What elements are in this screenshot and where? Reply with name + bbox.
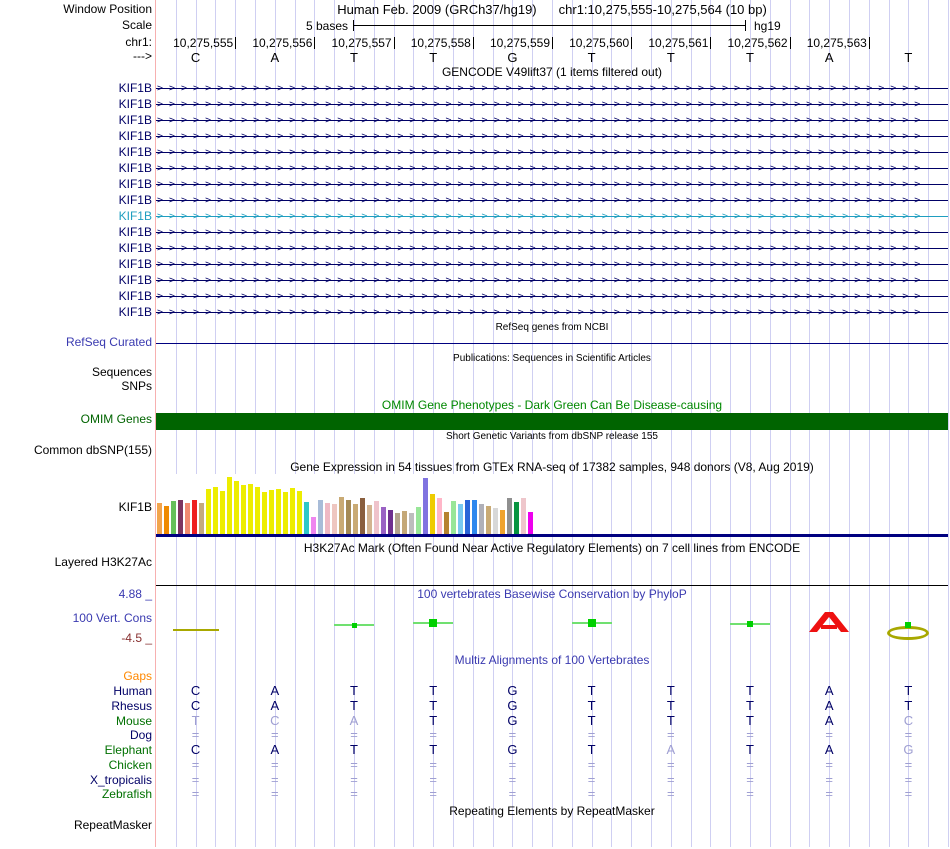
multiz-base: G: [507, 742, 518, 757]
conservation-track-title: 100 vertebrates Basewise Conservation by PhyloP: [417, 587, 687, 601]
reference-base: T: [746, 50, 754, 65]
coordinate-label: 10,275,560: [569, 36, 630, 50]
scale-bar-right-tick: [745, 20, 746, 31]
multiz-base: =: [191, 771, 200, 787]
window-position-label: Window Position: [63, 2, 152, 16]
multiz-base: T: [429, 697, 438, 713]
multiz-base: =: [825, 771, 833, 787]
gtex-bar[interactable]: [199, 503, 204, 534]
gene-row-label[interactable]: KIF1B: [118, 257, 152, 271]
gtex-bar[interactable]: [255, 487, 260, 534]
conservation-axis-min: -4.5 _: [121, 631, 152, 645]
multiz-species-label[interactable]: X_tropicalis: [89, 772, 152, 787]
gtex-bar[interactable]: [234, 481, 239, 534]
gtex-bar[interactable]: [486, 506, 491, 534]
gene-row-arrows[interactable]: >>>>>>>>>>>>>>>>>>>>>>>>>>>>>>>>>>>>>>>>>>>>>>>>>>>>>>>>>>>>>>>>: [157, 243, 927, 254]
multiz-base: T: [587, 712, 596, 728]
multiz-base: A: [666, 742, 676, 757]
gtex-bar[interactable]: [381, 507, 386, 534]
gtex-bar[interactable]: [437, 498, 442, 534]
position-range-title: chr1:10,275,555-10,275,564 (10 bp): [558, 2, 767, 17]
conservation-letter-a: [809, 612, 849, 632]
window-position-title: [156, 3, 948, 16]
multiz-base: C: [190, 697, 201, 713]
gtex-bar[interactable]: [185, 503, 190, 534]
gtex-bar[interactable]: [346, 500, 351, 534]
multiz-base: =: [429, 756, 437, 772]
gtex-bar[interactable]: [164, 506, 169, 534]
multiz-species-label[interactable]: Rhesus: [111, 698, 152, 713]
reference-base: A: [824, 50, 834, 65]
gtex-bar[interactable]: [269, 490, 274, 534]
scale-bar-line: [353, 25, 746, 26]
gtex-bar[interactable]: [241, 485, 246, 534]
multiz-base: =: [271, 756, 279, 772]
gene-row-label[interactable]: KIF1B: [118, 113, 152, 127]
multiz-base: =: [271, 771, 279, 787]
multiz-base: T: [746, 712, 754, 728]
gtex-bar[interactable]: [318, 500, 323, 534]
omim-genes-label[interactable]: OMIM Genes: [80, 412, 152, 426]
gtex-bar[interactable]: [500, 510, 505, 534]
gtex-bar[interactable]: [472, 500, 477, 534]
refseq-gene-line[interactable]: [156, 343, 948, 344]
gtex-bar[interactable]: [178, 500, 183, 534]
multiz-base: T: [350, 742, 358, 757]
gtex-bar[interactable]: [395, 513, 400, 534]
gtex-bar[interactable]: [507, 498, 512, 534]
multiz-species-label[interactable]: Zebrafish: [101, 787, 152, 802]
gene-row-arrows[interactable]: >>>>>>>>>>>>>>>>>>>>>>>>>>>>>>>>>>>>>>>>>>>>>>>>>>>>>>>>>>>>>>>>: [157, 275, 927, 286]
multiz-base: T: [904, 683, 913, 698]
multiz-base: =: [587, 771, 596, 787]
coordinate-label: 10,275,561: [648, 36, 709, 50]
gridline: [948, 0, 949, 847]
multiz-track-title: Multiz Alignments of 100 Vertebrates: [454, 653, 650, 667]
conservation-glyph-square: [905, 622, 911, 628]
scale-bar-left-tick: [353, 20, 354, 31]
multiz-base: =: [746, 771, 754, 787]
gene-row-label[interactable]: KIF1B: [118, 129, 152, 143]
multiz-base: T: [746, 742, 754, 757]
gene-row-label[interactable]: KIF1B: [118, 273, 152, 287]
gtex-bar[interactable]: [409, 513, 414, 534]
gene-row-arrows[interactable]: >>>>>>>>>>>>>>>>>>>>>>>>>>>>>>>>>>>>>>>>>>>>>>>>>>>>>>>>>>>>>>>>: [157, 131, 927, 142]
gene-row-arrows[interactable]: >>>>>>>>>>>>>>>>>>>>>>>>>>>>>>>>>>>>>>>>>>>>>>>>>>>>>>>>>>>>>>>>: [157, 227, 927, 238]
multiz-base: =: [825, 756, 833, 772]
gtex-bar[interactable]: [521, 498, 526, 534]
reference-base: A: [270, 50, 280, 65]
gtex-bar[interactable]: [220, 491, 225, 534]
gene-row-arrows[interactable]: >>>>>>>>>>>>>>>>>>>>>>>>>>>>>>>>>>>>>>>>>>>>>>>>>>>>>>>>>>>>>>>>: [157, 259, 927, 270]
genome-build-label: hg19: [754, 19, 781, 33]
gene-row-arrows[interactable]: >>>>>>>>>>>>>>>>>>>>>>>>>>>>>>>>>>>>>>>>>>>>>>>>>>>>>>>>>>>>>>>>: [157, 163, 927, 174]
multiz-base: G: [903, 742, 914, 757]
gene-row-arrows[interactable]: >>>>>>>>>>>>>>>>>>>>>>>>>>>>>>>>>>>>>>>>>>>>>>>>>>>>>>>>>>>>>>>>: [157, 115, 927, 126]
gtex-bar[interactable]: [171, 501, 176, 534]
gene-row-label[interactable]: KIF1B: [118, 305, 152, 319]
multiz-base: T: [746, 683, 754, 698]
gene-row-label[interactable]: KIF1B: [118, 225, 152, 239]
multiz-base: C: [903, 712, 914, 728]
gtex-baseline: [156, 534, 948, 537]
gtex-bar[interactable]: [276, 489, 281, 534]
gtex-bar[interactable]: [213, 487, 218, 534]
reference-base: C: [190, 50, 201, 65]
gtex-bar[interactable]: [458, 504, 463, 534]
multiz-base: A: [270, 683, 280, 698]
gtex-bar[interactable]: [304, 502, 309, 534]
gene-row-arrows[interactable]: >>>>>>>>>>>>>>>>>>>>>>>>>>>>>>>>>>>>>>>>>>>>>>>>>>>>>>>>>>>>>>>>: [157, 195, 927, 206]
conservation-label[interactable]: 100 Vert. Cons: [72, 611, 152, 625]
multiz-base: T: [666, 683, 675, 698]
multiz-base: =: [904, 727, 913, 743]
multiz-species-label[interactable]: Mouse: [115, 713, 152, 728]
multiz-base: A: [824, 712, 834, 728]
multiz-base: =: [904, 756, 913, 772]
gtex-bar[interactable]: [192, 500, 197, 534]
multiz-base: G: [507, 683, 518, 698]
multiz-base: =: [350, 756, 358, 772]
gtex-bar[interactable]: [248, 484, 253, 534]
multiz-species-label[interactable]: Human: [113, 684, 152, 698]
gtex-bar[interactable]: [353, 504, 358, 534]
multiz-base: =: [271, 727, 279, 743]
reference-base: G: [507, 50, 518, 65]
snps-label[interactable]: SNPs: [121, 379, 152, 393]
multiz-base: T: [191, 712, 200, 728]
repeatmasker-track-title: Repeating Elements by RepeatMasker: [449, 804, 655, 818]
multiz-base: =: [667, 786, 675, 802]
reference-base: T: [904, 50, 913, 65]
gtex-bar[interactable]: [290, 488, 295, 534]
gtex-bar[interactable]: [465, 500, 470, 534]
gtex-bar[interactable]: [402, 511, 407, 534]
multiz-base: =: [429, 786, 437, 802]
multiz-base: A: [349, 712, 359, 728]
gtex-bar[interactable]: [206, 489, 211, 534]
multiz-base: =: [350, 786, 358, 802]
gene-row-label[interactable]: KIF1B: [118, 161, 152, 175]
dbsnp-track-title: Short Genetic Variants from dbSNP release 155: [446, 431, 658, 442]
conservation-glyph: [173, 629, 219, 631]
multiz-base: =: [429, 771, 437, 787]
multiz-base: =: [191, 727, 200, 743]
gtex-bar[interactable]: [451, 501, 456, 534]
gene-row-label[interactable]: KIF1B: [118, 193, 152, 207]
multiz-base: A: [824, 697, 834, 713]
gene-row-arrows[interactable]: >>>>>>>>>>>>>>>>>>>>>>>>>>>>>>>>>>>>>>>>>>>>>>>>>>>>>>>>>>>>>>>>: [157, 307, 927, 318]
multiz-base: T: [666, 712, 675, 728]
strand-direction-label: --->: [133, 49, 152, 63]
reference-base: T: [429, 50, 438, 65]
conservation-ellipse: [887, 626, 929, 640]
multiz-base: =: [191, 756, 200, 772]
gtex-bar[interactable]: [423, 478, 428, 534]
multiz-base: A: [270, 742, 280, 757]
multiz-base: G: [507, 712, 518, 728]
multiz-base: T: [666, 697, 675, 713]
multiz-base: =: [904, 786, 913, 802]
multiz-base: =: [508, 771, 517, 787]
gene-row-arrows[interactable]: >>>>>>>>>>>>>>>>>>>>>>>>>>>>>>>>>>>>>>>>>>>>>>>>>>>>>>>>>>>>>>>>: [157, 179, 927, 190]
coordinate-label: 10,275,558: [410, 36, 471, 50]
conservation-axis-max: 4.88 _: [118, 587, 152, 601]
multiz-base: =: [508, 727, 517, 743]
scale-bar-label: 5 bases: [305, 19, 348, 33]
gene-row-label[interactable]: KIF1B: [118, 97, 152, 111]
gtex-bar[interactable]: [430, 494, 435, 534]
sequences-label[interactable]: Sequences: [91, 365, 152, 379]
refseq-curated-label[interactable]: RefSeq Curated: [65, 335, 152, 349]
multiz-base: T: [587, 742, 596, 757]
assembly-title: Human Feb. 2009 (GRCh37/hg19): [337, 2, 537, 17]
multiz-species-label[interactable]: Dog: [129, 728, 152, 743]
multiz-base: =: [191, 786, 200, 802]
multiz-base: T: [587, 683, 596, 698]
coordinate-label: 10,275,555: [173, 36, 234, 50]
gene-row-arrows[interactable]: >>>>>>>>>>>>>>>>>>>>>>>>>>>>>>>>>>>>>>>>>>>>>>>>>>>>>>>>>>>>>>>>: [157, 211, 927, 222]
gtex-bar[interactable]: [444, 512, 449, 534]
multiz-base: T: [350, 697, 358, 713]
conservation-glyph-square: [747, 621, 753, 627]
gencode-track-title: GENCODE V49lift37 (1 items filtered out): [441, 65, 663, 79]
gtex-bar[interactable]: [283, 492, 288, 534]
conservation-glyph-square: [588, 619, 596, 627]
gtex-bar[interactable]: [528, 512, 533, 534]
refseq-track-title: RefSeq genes from NCBI: [495, 322, 609, 333]
multiz-base: T: [904, 697, 913, 713]
gene-row-arrows[interactable]: >>>>>>>>>>>>>>>>>>>>>>>>>>>>>>>>>>>>>>>>>>>>>>>>>>>>>>>>>>>>>>>>: [157, 83, 927, 94]
multiz-base: =: [825, 786, 833, 802]
gene-row-label[interactable]: KIF1B: [118, 289, 152, 303]
gtex-bar[interactable]: [262, 492, 267, 534]
gtex-bar[interactable]: [297, 491, 302, 534]
multiz-base: T: [429, 742, 438, 757]
multiz-base: =: [271, 786, 279, 802]
common-dbsnp-label[interactable]: Common dbSNP(155): [33, 443, 152, 457]
gtex-bar[interactable]: [416, 507, 421, 534]
multiz-base: G: [507, 697, 518, 713]
multiz-base: T: [429, 683, 438, 698]
gene-row-arrows[interactable]: >>>>>>>>>>>>>>>>>>>>>>>>>>>>>>>>>>>>>>>>>>>>>>>>>>>>>>>>>>>>>>>>: [157, 147, 927, 158]
gtex-bar[interactable]: [514, 502, 519, 534]
gtex-track-title: Gene Expression in 54 tissues from GTEx RNA-seq of 17382 samples, 948 donors (V8, Aug 2019): [290, 460, 814, 474]
scale-row-label: Scale: [121, 18, 152, 32]
gtex-bar[interactable]: [374, 501, 379, 534]
multiz-species-label[interactable]: Elephant: [104, 743, 152, 757]
gene-row-label[interactable]: KIF1B: [118, 241, 152, 255]
multiz-base: C: [190, 742, 201, 757]
multiz-base: =: [825, 727, 833, 743]
gtex-bar[interactable]: [157, 503, 162, 534]
multiz-base: =: [746, 756, 754, 772]
gene-row-label[interactable]: KIF1B: [118, 177, 152, 191]
gtex-bar[interactable]: [311, 517, 316, 534]
multiz-base: =: [746, 727, 754, 743]
gtex-bar[interactable]: [332, 504, 337, 534]
coordinate-label: 10,275,556: [252, 36, 313, 50]
multiz-base: =: [667, 771, 675, 787]
multiz-base: =: [587, 727, 596, 743]
reference-base: T: [587, 50, 596, 65]
multiz-species-label[interactable]: Chicken: [108, 757, 152, 772]
multiz-base: C: [270, 712, 280, 728]
multiz-base: A: [824, 683, 834, 698]
letter-a-glyph: [809, 612, 849, 632]
gtex-gene-label[interactable]: KIF1B: [118, 500, 152, 514]
gene-row-label[interactable]: KIF1B: [118, 145, 152, 159]
multiz-base: =: [746, 786, 754, 802]
multiz-base: =: [587, 786, 596, 802]
multiz-base: =: [904, 771, 913, 787]
coordinate-label: 10,275,559: [489, 36, 550, 50]
multiz-base: =: [350, 771, 358, 787]
omim-gene-bar[interactable]: [156, 413, 948, 430]
coordinate-label: 10,275,563: [806, 36, 867, 50]
multiz-base: =: [508, 786, 517, 802]
multiz-base: A: [270, 697, 280, 713]
gene-row-arrows[interactable]: >>>>>>>>>>>>>>>>>>>>>>>>>>>>>>>>>>>>>>>>>>>>>>>>>>>>>>>>>>>>>>>>: [157, 99, 927, 110]
conservation-glyph-square: [352, 623, 357, 628]
multiz-base: T: [587, 697, 596, 713]
gtex-bar[interactable]: [339, 497, 344, 534]
gtex-bar[interactable]: [388, 510, 393, 534]
reference-base: T: [350, 50, 358, 65]
multiz-base: A: [824, 742, 834, 757]
multiz-base: =: [508, 756, 517, 772]
multiz-gaps-label[interactable]: Gaps: [123, 669, 152, 683]
repeatmasker-label[interactable]: RepeatMasker: [73, 818, 152, 832]
gene-row-label[interactable]: KIF1B: [118, 81, 152, 95]
multiz-base: =: [667, 756, 675, 772]
multiz-base: =: [667, 727, 675, 743]
multiz-base: =: [587, 756, 596, 772]
h3k27ac-track-title: H3K27Ac Mark (Often Found Near Active Regulatory Elements) on 7 cell lines from ENCODE: [303, 541, 801, 555]
multiz-base: C: [190, 683, 201, 698]
layered-h3k27ac-label[interactable]: Layered H3K27Ac: [54, 555, 152, 569]
gtex-bar[interactable]: [227, 477, 232, 534]
gene-row-label[interactable]: KIF1B: [118, 209, 152, 223]
reference-base: T: [666, 50, 675, 65]
coordinate-tick: [869, 37, 870, 49]
publications-track-title: Publications: Sequences in Scientific Articles: [453, 353, 651, 364]
omim-track-title: OMIM Gene Phenotypes - Dark Green Can Be Disease-causing: [381, 398, 723, 412]
multiz-base: T: [350, 683, 358, 698]
multiz-base: =: [350, 727, 358, 743]
multiz-base: T: [746, 697, 754, 713]
gtex-bar[interactable]: [367, 505, 372, 534]
chromosome-label: chr1:: [125, 35, 152, 49]
gtex-bar[interactable]: [479, 504, 484, 534]
multiz-base: =: [429, 727, 437, 743]
coordinate-label: 10,275,562: [727, 36, 788, 50]
h3k27ac-baseline: [156, 585, 948, 586]
conservation-glyph-square: [429, 619, 437, 627]
gtex-bar[interactable]: [493, 508, 498, 534]
gtex-bar[interactable]: [325, 503, 330, 534]
coordinate-label: 10,275,557: [331, 36, 392, 50]
multiz-base: T: [429, 712, 438, 728]
gtex-bar[interactable]: [360, 498, 365, 534]
gene-row-arrows[interactable]: >>>>>>>>>>>>>>>>>>>>>>>>>>>>>>>>>>>>>>>>>>>>>>>>>>>>>>>>>>>>>>>>: [157, 291, 927, 302]
